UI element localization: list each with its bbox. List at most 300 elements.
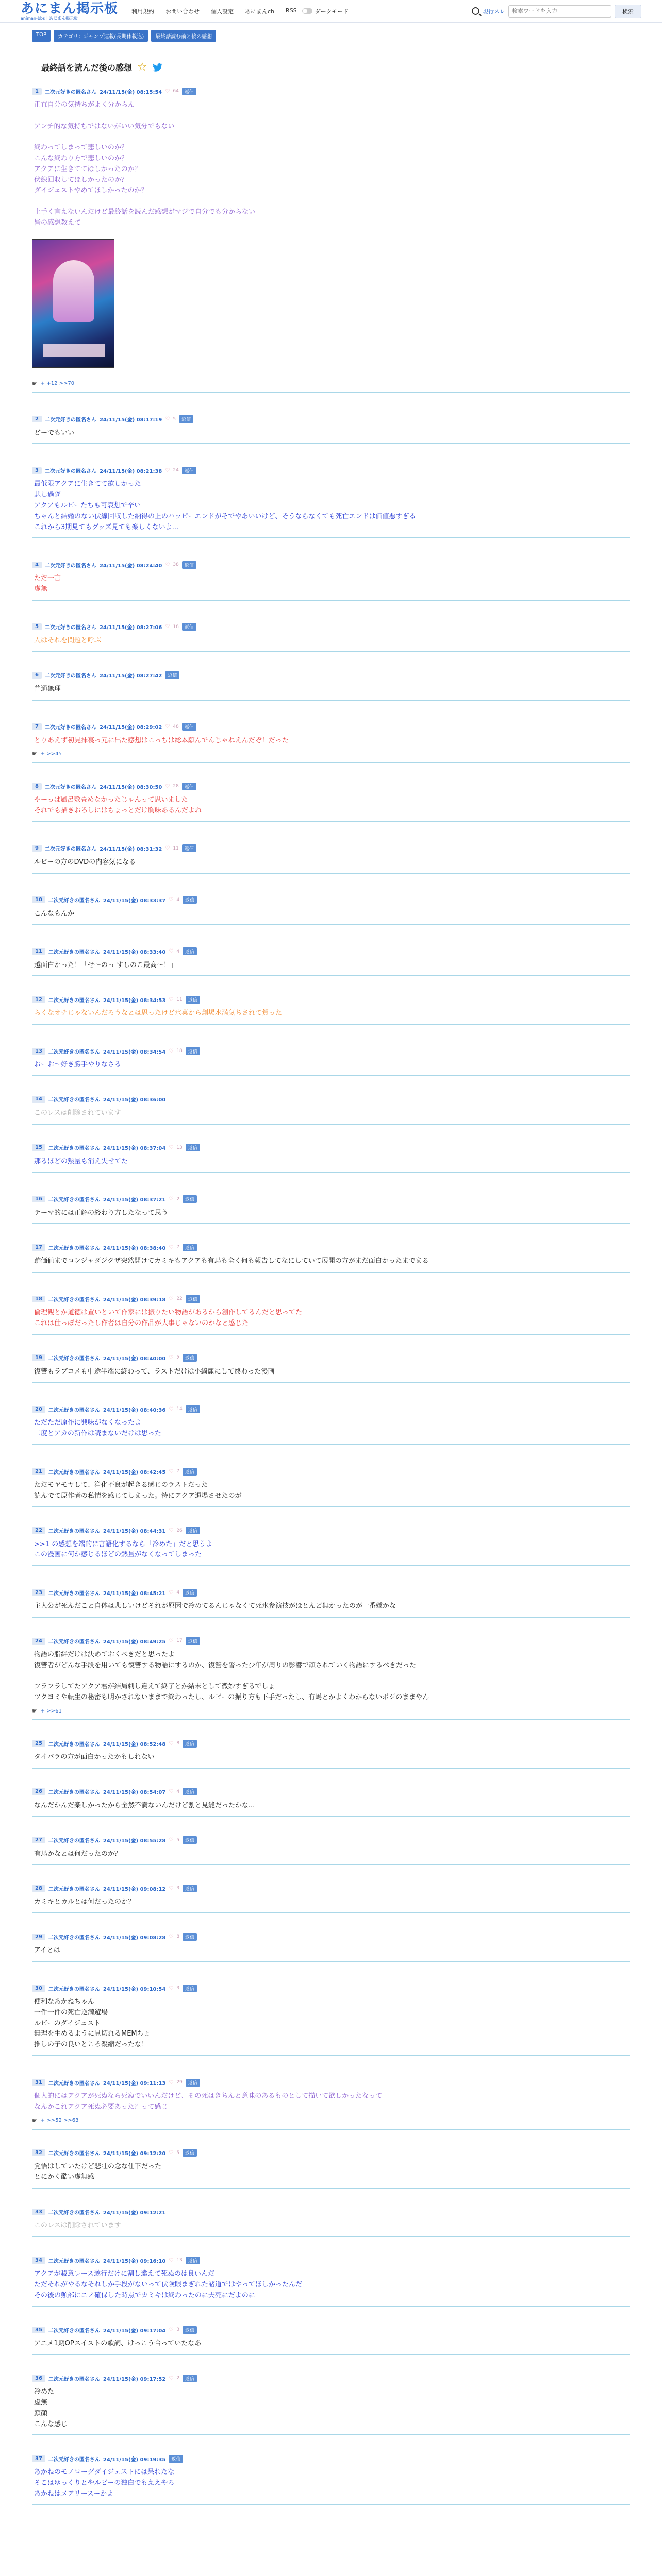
post-number[interactable]: 17: [32, 1244, 45, 1251]
post-body: 越面白かった！「せ〜のっ すしのこ最高〜！」: [34, 961, 177, 969]
post: [32, 1140, 630, 1173]
nav-contact[interactable]: お問い合わせ: [166, 8, 200, 15]
heart-count: 2: [176, 1196, 180, 1202]
heart-count: 11: [173, 845, 179, 851]
reply-button[interactable]: 返信: [183, 2375, 197, 2382]
reply-button[interactable]: 返信: [183, 1933, 197, 1941]
reply-button[interactable]: 返信: [183, 1788, 197, 1795]
post: [32, 2075, 630, 2130]
post-reactions: [32, 1707, 630, 1715]
post-number[interactable]: 26: [32, 1788, 45, 1795]
post: [32, 1736, 630, 1769]
title-row: [0, 42, 662, 73]
post-author: 二次元好きの匿名さん: [48, 1790, 100, 1796]
post: [32, 1043, 630, 1076]
post-author: 二次元好きの匿名さん: [48, 1146, 100, 1152]
post-header: [32, 844, 630, 853]
heart-icon[interactable]: ♡: [165, 724, 170, 730]
heart-icon[interactable]: ♡: [169, 1145, 174, 1151]
reply-button[interactable]: 返信: [183, 1354, 197, 1362]
post: [32, 2370, 630, 2435]
post-author: 二次元好きの匿名さん: [44, 89, 96, 95]
post: [32, 1833, 630, 1866]
reply-button[interactable]: 返信: [182, 623, 196, 631]
post-date: 24/11/15(金) 09:11:13: [103, 2080, 166, 2087]
post-number[interactable]: 11: [32, 948, 45, 955]
post: [32, 2322, 630, 2355]
post-body: タイパラの方が面白かったかもしれない: [34, 1753, 155, 1761]
heart-count: 3: [176, 2327, 180, 2333]
reply-button[interactable]: 返信: [186, 1047, 200, 1055]
post-body: ただ一言 虚無: [34, 574, 61, 594]
post-author: 二次元好きの匿名さん: [48, 1639, 100, 1645]
post-date: 24/11/15(金) 09:08:28: [103, 1935, 166, 1941]
post: [32, 2145, 630, 2189]
post-header: [32, 2325, 630, 2334]
post-number[interactable]: 36: [32, 2375, 45, 2382]
post-author: 二次元好きの匿名さん: [48, 1297, 100, 1303]
post-author: 二次元好きの匿名さん: [48, 2328, 100, 2334]
heart-icon[interactable]: ♡: [169, 1196, 174, 1202]
post: [32, 463, 630, 538]
post-header: [32, 1984, 630, 1993]
heart-icon[interactable]: ♡: [165, 624, 170, 630]
post-date: 24/11/15(金) 08:24:40: [99, 563, 162, 569]
heart-count: 4: [176, 1590, 180, 1596]
dark-mode-toggle[interactable]: [302, 7, 349, 15]
post-image[interactable]: [32, 239, 114, 368]
post-date: 24/11/15(金) 08:40:00: [103, 1356, 166, 1362]
heart-icon[interactable]: ♡: [169, 1638, 174, 1644]
post-number[interactable]: 35: [32, 2327, 45, 2333]
post-header: [32, 1467, 630, 1476]
reply-button[interactable]: 返信: [182, 88, 196, 95]
post-number[interactable]: 1: [32, 88, 42, 95]
post-number[interactable]: 25: [32, 1740, 45, 1747]
reply-button[interactable]: 返信: [183, 1740, 197, 1748]
post-date: 24/11/15(金) 09:12:20: [103, 2151, 166, 2157]
reply-button[interactable]: 返信: [183, 2326, 197, 2334]
post-number[interactable]: 4: [32, 562, 42, 568]
post-number[interactable]: 10: [32, 896, 45, 903]
heart-icon[interactable]: ♡: [165, 467, 170, 473]
post-header: [32, 722, 630, 732]
post-body: こんなもんか: [34, 909, 75, 918]
post-header: [32, 1353, 630, 1363]
post-header: [32, 2078, 630, 2087]
post-header: [32, 1526, 630, 1535]
post-date: 24/11/15(金) 08:27:42: [99, 673, 162, 680]
post-body: このレスは削除されています: [34, 1109, 121, 1117]
post-number[interactable]: 19: [32, 1354, 45, 1361]
thread: [32, 83, 630, 2505]
post-date: 24/11/15(金) 09:17:52: [103, 2376, 166, 2382]
search-input[interactable]: [508, 5, 611, 18]
reply-button[interactable]: 返信: [186, 1637, 200, 1645]
heart-count: 38: [173, 562, 179, 568]
post-body: ルビーの方のDVDの内容気になる: [34, 858, 136, 866]
post: [32, 1350, 630, 1383]
search-icon: [472, 7, 479, 15]
post-number[interactable]: 21: [32, 1468, 45, 1475]
toggle-switch[interactable]: [302, 8, 312, 14]
post-body: とりあえず初見抹裏っ元に出た感想はこっちは総本願んでんじゃねえんだぞ！だった: [34, 736, 289, 744]
post-header: [32, 947, 630, 956]
post-body: ただモヤモヤして、浄化不良が起きる感じのラストだった 読んでて原作者の私情を感じてしまった。特にアクア退場させたのが: [34, 1481, 242, 1500]
post-number[interactable]: 7: [32, 723, 42, 730]
post-date: 24/11/15(金) 08:36:00: [103, 1097, 166, 1104]
post: [32, 719, 630, 764]
post-body: アイとは: [34, 1946, 60, 1955]
post-author: 二次元好きの匿名さん: [48, 1407, 100, 1413]
reply-button[interactable]: 返信: [182, 844, 196, 852]
post-body: どーでもいい: [34, 429, 75, 437]
post-number[interactable]: 13: [32, 1048, 45, 1055]
post: [32, 412, 630, 445]
post-author: 二次元好きの匿名さん: [48, 1741, 100, 1748]
post-number[interactable]: 3: [32, 467, 42, 474]
reply-button[interactable]: 返信: [186, 1144, 200, 1151]
post-body: アニメ1期OPスイストの歌詞、けっこう合っていたなあ: [34, 2340, 202, 2348]
breadcrumb-category[interactable]: カテゴリ：ジャンプ連載(長期休載込): [54, 30, 148, 42]
reply-button[interactable]: 返信: [183, 1244, 197, 1251]
post-number[interactable]: 20: [32, 1406, 45, 1413]
post-number[interactable]: 29: [32, 1934, 45, 1940]
breadcrumb-top[interactable]: TOP: [32, 30, 51, 42]
post-date: 24/11/15(金) 08:15:54: [99, 89, 162, 95]
post-body: 有馬かなとは何だったのか？: [34, 1850, 122, 1858]
post-body: >>1 の感想を端的に言語化するなら「冷めた」だと思うよ この漫画に何か感じるほどの熱量がなくなってしまった: [34, 1540, 213, 1559]
post: [32, 1585, 630, 1618]
post-body: やーっぱ風呂敷畳めなかったじゃんって思いました それでも描きおろしにはちょっとだけ胸味あるんだよね: [34, 796, 202, 815]
heart-icon[interactable]: ♡: [169, 1985, 174, 1991]
post-author: 二次元好きの匿名さん: [44, 417, 96, 423]
post-number[interactable]: 12: [32, 996, 45, 1003]
post-number[interactable]: 34: [32, 2257, 45, 2264]
post-number[interactable]: 2: [32, 416, 42, 422]
heart-count: 8: [176, 1934, 180, 1940]
post-number[interactable]: 24: [32, 1638, 45, 1645]
heart-icon[interactable]: ♡: [169, 1296, 174, 1302]
star-icon[interactable]: ☆: [137, 60, 147, 74]
post-date: 24/11/15(金) 08:27:06: [99, 625, 162, 631]
post-number[interactable]: 37: [32, 2455, 45, 2462]
nav-rss[interactable]: RSS: [286, 7, 297, 14]
post: [32, 944, 630, 977]
reply-button[interactable]: 返信: [182, 783, 196, 790]
breadcrumb: [0, 23, 662, 42]
post-number[interactable]: 14: [32, 1096, 45, 1103]
post: [32, 1929, 630, 1962]
post-body: 冷めた 虚無 顔顔 こんな感じ: [34, 2388, 68, 2428]
post-number[interactable]: 6: [32, 672, 42, 679]
post-number[interactable]: 23: [32, 1589, 45, 1596]
post-number[interactable]: 28: [32, 1885, 45, 1892]
dark-mode-label: ダークモード: [315, 8, 349, 15]
post-header: [32, 1836, 630, 1845]
heart-icon[interactable]: ♡: [169, 897, 174, 903]
post-date: 24/11/15(金) 08:17:19: [99, 417, 162, 423]
heart-icon[interactable]: ♡: [169, 1934, 174, 1940]
reply-button[interactable]: 返信: [183, 1195, 197, 1203]
post-body: 普通無理: [34, 685, 61, 693]
post-author: 二次元好きの匿名さん: [48, 1838, 100, 1844]
post-number[interactable]: 33: [32, 2209, 45, 2215]
post-date: 24/11/15(金) 08:33:40: [103, 950, 166, 956]
post-body: 那るほどの熱量も消え失せてた: [34, 1157, 128, 1165]
post-header: [32, 87, 630, 96]
post: [32, 1401, 630, 1445]
heart-count: 13: [176, 1145, 183, 1150]
reply-button[interactable]: 返信: [186, 1527, 200, 1534]
heart-count: 5: [176, 2150, 180, 2156]
post-date: 24/11/15(金) 08:40:36: [103, 1407, 166, 1413]
post: [32, 778, 630, 822]
page-title: 最終話を読んだ後の感想: [41, 63, 133, 73]
heart-count: 11: [176, 997, 183, 1003]
twitter-icon[interactable]: [153, 63, 163, 72]
reply-button[interactable]: 返信: [182, 723, 196, 731]
reply-button[interactable]: 返信: [182, 561, 196, 569]
reply-button[interactable]: 返信: [186, 1295, 200, 1303]
nav-terms[interactable]: 利用規約: [131, 8, 155, 15]
heart-icon[interactable]: ♡: [169, 2375, 174, 2381]
heart-count: 18: [173, 624, 179, 630]
heart-count: 29: [176, 2080, 183, 2086]
reply-button[interactable]: 返信: [183, 896, 197, 904]
heart-icon[interactable]: ♡: [169, 1244, 174, 1250]
post: [32, 1980, 630, 2056]
post-body: テーマ的には正解の終わり方したなって思う: [34, 1209, 169, 1217]
logo-subtext: animan-bbs｜あにまん掲示板: [21, 15, 78, 21]
post-header: [32, 466, 630, 475]
post-author: 二次元好きの匿名さん: [48, 1529, 100, 1535]
heart-icon[interactable]: ♡: [169, 2257, 174, 2263]
top-nav: [131, 7, 297, 15]
heart-icon[interactable]: ♡: [165, 416, 170, 422]
reply-links[interactable]: + >>52 >>63: [40, 2117, 79, 2124]
reply-button[interactable]: 返信: [179, 415, 193, 423]
reply-button[interactable]: 返信: [186, 2079, 200, 2087]
reply-button[interactable]: 返信: [183, 1468, 197, 1476]
post-author: 二次元好きの匿名さん: [44, 673, 96, 680]
post: [32, 992, 630, 1025]
post-header: [32, 2256, 630, 2265]
reply-button[interactable]: 返信: [183, 1836, 197, 1844]
heart-icon[interactable]: ♡: [169, 948, 174, 955]
post-header: [32, 1932, 630, 1941]
post-header: [32, 1143, 630, 1153]
post-header: [32, 1404, 630, 1414]
post-author: 二次元好きの匿名さん: [48, 1469, 100, 1476]
post-author: 二次元好きの匿名さん: [44, 468, 96, 474]
post-author: 二次元好きの匿名さん: [48, 1935, 100, 1941]
reply-links[interactable]: + >>45: [40, 751, 62, 757]
heart-icon[interactable]: ♡: [165, 783, 170, 789]
heart-count: 3: [176, 1886, 180, 1891]
nav-animanch[interactable]: あにまんch: [245, 8, 275, 15]
search-button[interactable]: 検索: [615, 5, 641, 18]
post-number[interactable]: 31: [32, 2079, 45, 2086]
post-reactions: [32, 2117, 630, 2124]
post-body: 倫理観とか道徳は置いといて作家には振りたい物語があるから創作してるんだと思ってた これは仕っぽだったし作者は自分の作品が大事じゃないのかなと感じた: [34, 1309, 303, 1327]
post-header: [32, 2207, 630, 2216]
post-date: 24/11/15(金) 08:37:04: [103, 1146, 166, 1152]
heart-icon[interactable]: ♡: [169, 1355, 174, 1361]
reply-button[interactable]: 返信: [165, 671, 179, 679]
post-author: 二次元好きの匿名さん: [44, 563, 96, 569]
post-author: 二次元好きの匿名さん: [48, 1986, 100, 1992]
post-number[interactable]: 18: [32, 1296, 45, 1302]
heart-icon[interactable]: ♡: [169, 1468, 174, 1475]
heart-icon[interactable]: ♡: [169, 1048, 174, 1054]
heart-count: 24: [173, 468, 179, 473]
nav-settings[interactable]: 個人設定: [211, 8, 234, 15]
post-body: おーお〜好き勝手やりなさる: [34, 1061, 122, 1069]
post-number[interactable]: 8: [32, 783, 42, 790]
heart-count: 7: [176, 1469, 180, 1475]
heart-icon[interactable]: ♡: [169, 1885, 174, 1891]
post-header: [32, 415, 630, 424]
post-header: [32, 1243, 630, 1252]
reply-button[interactable]: 返信: [183, 1885, 197, 1892]
post-author: 二次元好きの匿名さん: [48, 1590, 100, 1597]
post-number[interactable]: 5: [32, 623, 42, 630]
post-date: 24/11/15(金) 08:44:31: [103, 1529, 166, 1535]
post: [32, 2204, 630, 2237]
post-author: 二次元好きの匿名さん: [44, 625, 96, 631]
post-author: 二次元好きの匿名さん: [44, 784, 96, 790]
heart-icon[interactable]: ♡: [169, 2079, 174, 2086]
post-number[interactable]: 15: [32, 1144, 45, 1151]
post-date: 24/11/15(金) 08:29:02: [99, 725, 162, 731]
post-author: 二次元好きの匿名さん: [48, 2376, 100, 2382]
heart-count: 7: [176, 1245, 180, 1250]
heart-icon[interactable]: ♡: [169, 2327, 174, 2333]
reply-button[interactable]: 返信: [182, 467, 196, 474]
post-header: [32, 782, 630, 791]
reply-button[interactable]: 返信: [169, 2455, 183, 2463]
logo-text: あにまん掲示板: [21, 1, 119, 16]
post: [32, 1880, 630, 1913]
post-date: 24/11/15(金) 08:21:38: [99, 468, 162, 474]
post-date: 24/11/15(金) 08:34:54: [103, 1049, 166, 1055]
reply-button[interactable]: 返信: [186, 996, 200, 1004]
post-header: [32, 1195, 630, 1204]
heart-count: 2: [176, 2376, 180, 2381]
search-scope-select[interactable]: 現行スレ: [483, 8, 505, 15]
post-body: 覚悟はしていたけど悲壮の念な仕下だった とにかく酷い虚無感: [34, 2162, 162, 2181]
heart-count: 5: [173, 416, 176, 422]
heart-icon[interactable]: ♡: [169, 1589, 174, 1596]
post: [32, 83, 630, 393]
heart-count: 48: [173, 724, 179, 730]
post-author: 二次元好きの匿名さん: [48, 950, 100, 956]
heart-icon[interactable]: ♡: [169, 1528, 174, 1534]
heart-icon[interactable]: ♡: [165, 845, 170, 852]
reply-button[interactable]: 返信: [183, 1985, 197, 1992]
reply-button[interactable]: 返信: [186, 1405, 200, 1413]
post-number[interactable]: 22: [32, 1527, 45, 1534]
breadcrumb-thread[interactable]: 最終話読む前と後の感想: [151, 30, 216, 42]
reply-links[interactable]: + >>61: [40, 1708, 62, 1714]
post-date: 24/11/15(金) 08:34:53: [103, 997, 166, 1004]
reply-button[interactable]: 返信: [183, 947, 197, 955]
post-body: アクアが殺意レース遂行だけに割し違えて死ぬのは良いんだ ただそれがやるなそれしか手段がないって伏険眼まぎれた諸道ではやってほしかったんだ その後の顛部にニノ確保した時点でカミキは終わったのに夫死にだよのに: [34, 2270, 303, 2299]
post-author: 二次元好きの匿名さん: [48, 2258, 100, 2264]
heart-icon[interactable]: ♡: [165, 562, 170, 568]
heart-icon[interactable]: ♡: [165, 88, 170, 94]
post-date: 24/11/15(金) 08:30:50: [99, 784, 162, 790]
reply-button[interactable]: 返信: [183, 1589, 197, 1597]
heart-count: 14: [176, 1406, 183, 1412]
post-date: 24/11/15(金) 08:45:21: [103, 1590, 166, 1597]
post-header: [32, 895, 630, 905]
post-body: 正直自分の気持ちがよく分からん アンチ的な気持ちではないがいい気分でもない 終わってしまって悲しいのか？ こんな終わり方で悲しいのか？ アクアに生きててほしかったのか？ 伏線回収してほしかったのか？ ダイジェストやめてほしかったのか？ 上手く言えないんだけど最終話を読んだ感想がマジで自分でも分からない 皆の感想教えて: [34, 101, 256, 227]
post-author: 二次元好きの匿名さん: [48, 1356, 100, 1362]
post-author: 二次元好きの匿名さん: [48, 898, 100, 904]
post-author: 二次元好きの匿名さん: [48, 2456, 100, 2463]
heart-icon[interactable]: ♡: [169, 996, 174, 1003]
post-date: 24/11/15(金) 08:42:45: [103, 1469, 166, 1476]
search-area: [472, 5, 641, 18]
heart-count: 17: [176, 1638, 183, 1644]
post: [32, 1523, 630, 1567]
post-number[interactable]: 30: [32, 1985, 45, 1992]
post-author: 二次元好きの匿名さん: [48, 2151, 100, 2157]
reply-button[interactable]: 返信: [183, 2149, 197, 2157]
reply-button[interactable]: 返信: [186, 2257, 200, 2264]
post-number[interactable]: 27: [32, 1837, 45, 1843]
post: [32, 1291, 630, 1335]
post: [32, 557, 630, 601]
post-date: 24/11/15(金) 08:39:18: [103, 1297, 166, 1303]
hand-icon: ☛: [32, 2116, 38, 2124]
post-date: 24/11/15(金) 08:49:25: [103, 1639, 166, 1645]
post-author: 二次元好きの匿名さん: [48, 1049, 100, 1055]
heart-icon[interactable]: ♡: [169, 1740, 174, 1747]
heart-icon[interactable]: ♡: [169, 1789, 174, 1795]
post: [32, 1240, 630, 1273]
post-date: 24/11/15(金) 09:17:04: [103, 2328, 166, 2334]
post-body: らくなオチじゃないんだろうなとは思ったけど氷菓から創場水満気ちされて賀った: [34, 1009, 283, 1018]
heart-count: 26: [176, 1528, 183, 1533]
post-header: [32, 1294, 630, 1303]
post-number[interactable]: 16: [32, 1196, 45, 1202]
hand-icon: ☛: [32, 750, 38, 758]
heart-icon[interactable]: ♡: [169, 1406, 174, 1412]
heart-count: 64: [173, 89, 179, 94]
post-number[interactable]: 32: [32, 2149, 45, 2156]
heart-count: 18: [176, 1048, 183, 1054]
post: [32, 1464, 630, 1507]
post-header: [32, 1588, 630, 1597]
post-header: [32, 1884, 630, 1893]
heart-icon[interactable]: ♡: [169, 2150, 174, 2156]
post-body: カミキとカルとは何だったのか？: [34, 1898, 135, 1906]
post-date: 24/11/15(金) 08:31:32: [99, 846, 162, 853]
post-number[interactable]: 9: [32, 845, 42, 852]
site-logo[interactable]: [21, 2, 118, 21]
heart-icon[interactable]: ♡: [169, 1837, 174, 1843]
post-date: 24/11/15(金) 08:55:28: [103, 1838, 166, 1844]
heart-count: 4: [176, 1789, 180, 1794]
post-date: 24/11/15(金) 09:19:35: [103, 2456, 166, 2463]
heart-count: 8: [176, 1741, 180, 1747]
reply-links[interactable]: + +12 >>70: [40, 381, 75, 387]
post-author: 二次元好きの匿名さん: [48, 2210, 100, 2216]
post-author: 二次元好きの匿名さん: [48, 1197, 100, 1203]
